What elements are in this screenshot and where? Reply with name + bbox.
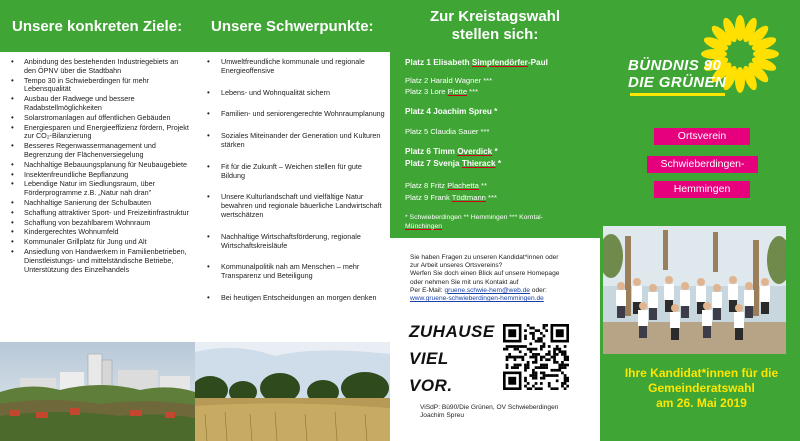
qr-code[interactable]	[503, 324, 569, 390]
logo-line2: DIE GRÜNEN	[628, 74, 727, 91]
ortsverein-line2: Schwieberdingen-	[647, 156, 758, 173]
ortsverein-line1: Ortsverein	[654, 128, 750, 145]
tagline-line2: Gemeinderatswahl	[648, 381, 755, 395]
goal-item: • Schaffung von bezahlbarem Wohnraum	[0, 219, 195, 228]
info-email-line	[410, 287, 595, 295]
focus-list	[195, 58, 390, 316]
ortsverein-line3: Hemmingen	[654, 181, 750, 198]
district-heading-line1: Zur Kreistagswahl	[429, 8, 561, 25]
visdp-line1: ViSdP: Bü90/Die Grünen, OV Schwieberdingen	[420, 404, 559, 411]
candidate-entry	[405, 86, 478, 97]
candidate-text: Platz 2 Harald Wagner ***	[405, 76, 493, 85]
candidate-text: Platz 7 Svenja	[405, 159, 462, 168]
focus-item: • Soziales Miteinander der Generation und Kulturen stärken	[195, 132, 390, 150]
candidate-suffix: *	[495, 159, 502, 168]
slogan-line1: ZUHAUSE	[409, 322, 495, 341]
candidate-entry	[405, 192, 497, 203]
slogan-line2: VIEL	[409, 349, 449, 368]
goals-column	[0, 0, 195, 342]
goal-item: • Besseres Regenwassermanagement und Begrenzung der Flächenversiegelung	[0, 142, 195, 160]
group-photo	[603, 226, 786, 354]
candidate-entry	[405, 158, 501, 169]
town-illustration	[0, 342, 195, 441]
focus-column	[195, 0, 390, 342]
goal-item: • Kindergerechtes Wohnumfeld	[0, 228, 195, 237]
visdp-block	[420, 404, 558, 420]
landscape-photo	[195, 342, 390, 441]
focus-item: • Lebens- und Wohnqualität sichern	[195, 89, 390, 98]
candidate-suffix: *	[492, 147, 498, 156]
group-illustration	[603, 226, 786, 354]
candidate-entry	[405, 106, 497, 117]
qr-code-icon	[503, 324, 569, 390]
logo-line1: BÜNDNIS 90	[628, 57, 722, 74]
goal-item: • Tempo 30 in Schwieberdingen für mehr Lebensqualität	[0, 77, 195, 95]
candidate-surname: Piette	[447, 87, 468, 96]
legend-line2: Münchingen	[405, 223, 443, 230]
goals-heading: Unsere konkreten Ziele:	[0, 0, 195, 52]
candidate-text: Platz 1 Elisabeth	[405, 58, 472, 67]
candidate-text: Platz 4 Joachim Spreu *	[405, 107, 498, 116]
candidate-text: Platz 5 Claudia Sauer ***	[405, 127, 490, 136]
candidate-surname: Plachetta	[447, 181, 479, 190]
tagline-line3: am 26. Mai 2019	[656, 396, 747, 410]
candidate-suffix: -Paul	[527, 58, 548, 67]
info-line3: Werfen Sie doch einen Blick auf unsere Homepage	[410, 270, 560, 278]
goal-item: • Energiesparen und Energieeffizienz fördern, Projekt zur CO₂-Bilanzierung	[0, 124, 195, 142]
goal-item: • Anbindung des bestehenden Industriegebiets an den ÖPNV über die Stadtbahn	[0, 58, 195, 76]
candidate-surname: Tödtmann	[451, 193, 486, 202]
goal-item: • Lebendige Natur im Siedlungsraum, über Förderprogramme z.B. „Natur nah dran"	[0, 180, 195, 198]
focus-item: • Umweltfreundliche kommunale und regionale Energieoffensive	[195, 58, 390, 76]
candidate-text: Platz 3 Lore	[405, 87, 448, 96]
district-election-heading	[390, 0, 600, 44]
landscape-illustration	[195, 342, 390, 441]
website-link[interactable]: www.gruene-schwieberdingen-hemmingen.de	[410, 295, 544, 303]
focus-item: • Familien- und seniorengerechte Wohnraumplanung	[195, 110, 390, 119]
info-line4: oder nehmen Sie mit uns Kontakt auf	[410, 278, 519, 286]
candidate-suffix: **	[478, 181, 487, 190]
candidate-entry	[405, 126, 489, 137]
visdp-line2: Joachim Spreu	[420, 412, 464, 420]
candidate-text: Platz 8 Fritz	[405, 181, 448, 190]
info-line1: Sie haben Fragen zu unseren Kandidat*innen oder	[410, 254, 559, 261]
focus-item: • Bei heutigen Entscheidungen an morgen denken	[195, 294, 390, 303]
focus-heading: Unsere Schwerpunkte:	[195, 0, 390, 52]
candidate-entry	[405, 180, 487, 191]
district-candidates-panel	[390, 0, 600, 238]
goal-item: • Kommunaler Grillplatz für Jung und Alt	[0, 238, 195, 247]
town-photo	[0, 342, 195, 441]
email-label: Per E-Mail:	[410, 286, 445, 294]
focus-item: • Unsere Kulturlandschaft und vielfältige Natur bewahren und regionale bäuerliche Landwirtschaft wertschätzen	[195, 193, 390, 219]
goal-item: • Schaffung attraktiver Sport- und Freizeitinfrastruktur	[0, 209, 195, 218]
focus-item: • Nachhaltige Wirtschaftsförderung, regionale Wirtschaftskreisläufe	[195, 233, 390, 251]
focus-item: • Kommunalpolitik nah am Menschen – mehr Transparenz und Beteiligung	[195, 263, 390, 281]
legend-line1: * Schwieberdingen ** Hemmingen *** Korntal-	[405, 214, 543, 221]
goals-list	[0, 58, 195, 275]
candidate-entry	[405, 57, 548, 68]
candidate-suffix: ***	[467, 87, 479, 96]
email-suffix: oder:	[529, 286, 547, 294]
candidate-text: Platz 9 Frank	[405, 193, 452, 202]
goal-item: • Solarstromanlagen auf öffentlichen Gebäuden	[0, 114, 195, 123]
tagline	[603, 366, 800, 411]
candidate-surname: Overdick	[457, 147, 493, 156]
district-heading-line2: stellen sich:	[451, 26, 539, 43]
candidate-surname: Thierack	[461, 159, 496, 168]
goal-item: • Ausbau der Radwege und bessere Radabstellmöglichkeiten	[0, 95, 195, 113]
goal-item: • Nachhaltige Sanierung der Schulbauten	[0, 199, 195, 208]
goal-item: • Nachhaltige Bebauungsplanung für Neubaugebiete	[0, 161, 195, 170]
candidate-suffix: ***	[485, 193, 497, 202]
contact-info	[410, 254, 595, 303]
candidate-surname: Simpfendörfer	[471, 58, 528, 67]
goal-item: • Ansiedlung von Handwerkern in Familienbetrieben, Dienstleistungs- und mittelständische Betriebe, Unterstützung des Einzelhandels	[0, 248, 195, 274]
focus-item: • Fit für die Zukunft – Weichen stellen für gute Bildung	[195, 163, 390, 181]
slogan-line3: VOR.	[409, 376, 453, 395]
candidate-text: Platz 6 Timm	[405, 147, 458, 156]
logo-underline	[630, 93, 725, 96]
candidate-legend	[405, 213, 600, 231]
info-line2: zur Arbeit unseres Ortsvereins?	[410, 262, 503, 270]
goal-item: • Insektenfreundliche Bepflanzung	[0, 171, 195, 180]
tagline-line1: Ihre Kandidat*innen für die	[624, 366, 779, 380]
candidate-entry	[405, 146, 498, 157]
candidate-entry	[405, 75, 492, 86]
email-link[interactable]: gruene.schwie-hem@web.de	[444, 286, 530, 294]
